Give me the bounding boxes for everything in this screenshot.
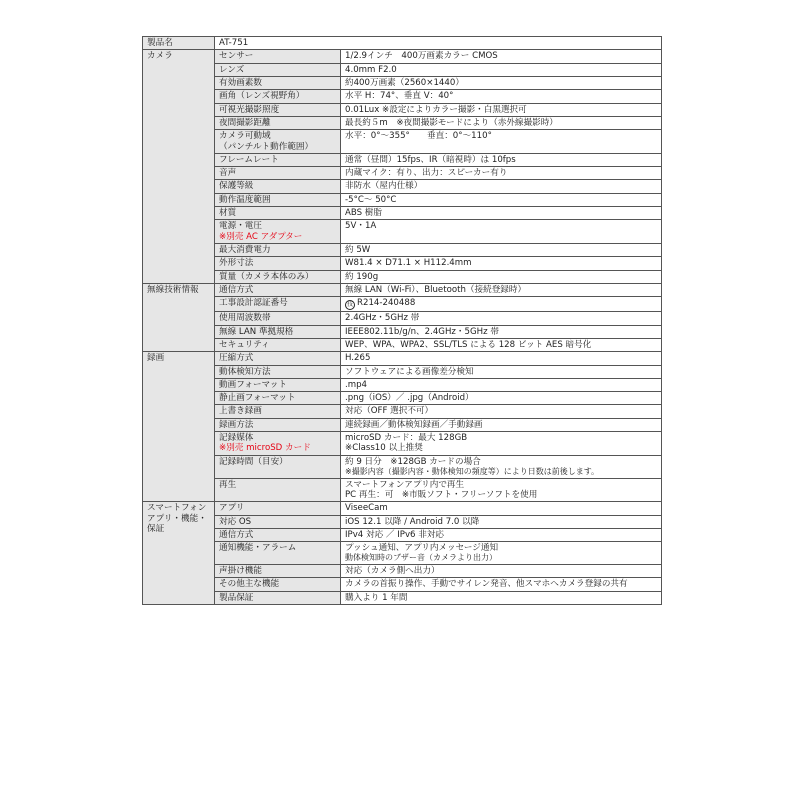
spec-value-text: -5°C～ 50°C [345,194,397,205]
spec-label: 動体検知方法 [219,366,271,377]
spec-value-cell [341,220,662,244]
spec-label: 動作温度範囲 [219,194,271,205]
spec-value-text: 約400万画素（2560×1440） [345,77,464,88]
spec-label: 保護等級 [219,181,254,192]
spec-label-cell [215,352,341,365]
table-row [143,352,662,365]
spec-value-cell [341,591,662,604]
spec-value-text: IEEE802.11b/g/n、2.4GHz・5GHz 帯 [345,326,499,337]
spec-label-cell [215,502,341,515]
spec-value [345,380,657,390]
spec-value [345,553,657,563]
spec-value-text: .mp4 [345,379,368,390]
spec-label-cell [215,455,341,478]
spec-value-text: 約 9 日分 ※128GB カードの場合 [345,456,481,467]
spec-label: 対応 OS [219,516,252,527]
spec-value-cell [341,50,662,63]
spec-value-cell [341,167,662,180]
spec-label: アプリ [219,503,245,514]
spec-label: 圧縮方式 [219,353,254,364]
spec-value [345,91,657,101]
table-row [143,455,662,478]
spec-value-text: プッシュ通知、アプリ内メッセージ通知 [345,543,499,554]
spec-label-cell [215,528,341,541]
spec-value [345,155,657,165]
spec-table [142,36,662,605]
section-category: カメラ [143,50,215,284]
spec-label-cell [215,591,341,604]
spec-label: 有効画素数 [219,77,262,88]
spec-value-text: 5V・1A [345,221,377,232]
spec-label: 使用周波数帯 [219,313,271,324]
table-row [143,502,662,515]
spec-value-text: 購入より 1 年間 [345,592,408,603]
spec-value [345,393,657,403]
spec-label: 音声 [219,168,237,179]
spec-value [345,51,657,61]
spec-value [345,327,657,337]
spec-label: 通信方式 [219,529,254,540]
spec-label-cell [215,565,341,578]
spec-value [345,593,657,603]
spec-value-text: ABS 樹脂 [345,208,382,219]
spec-value [345,353,657,363]
table-row [143,312,662,325]
spec-value-text: ※Class10 以上推奨 [345,443,423,454]
spec-value-text: ソフトウェアによる画像差分検知 [345,366,474,377]
spec-label: 無線 LAN 準拠規格 [219,326,294,337]
spec-value-text: W81.4 × D71.1 × H112.4mm [345,258,472,269]
spec-label: 製品保証 [219,592,254,603]
spec-value-cell [341,478,662,502]
spec-label: 画角（レンズ視野角） [219,91,305,102]
spec-value [345,406,657,416]
section-category: 無線技術情報 [143,283,215,351]
spec-label: 記録媒体 [219,433,254,444]
spec-label-cell [215,392,341,405]
spec-value-text: 対応（OFF 選択不可） [345,406,434,417]
spec-value-text: スマートフォンアプリ内で再生 [345,479,465,490]
spec-label: 夜間撮影距離 [219,117,271,128]
table-row [143,193,662,206]
spec-label-cell [215,207,341,220]
spec-value-cell [341,528,662,541]
spec-label-cell [215,116,341,129]
spec-value [345,221,657,231]
spec-value-text: カメラの首振り操作、手動でサイレン発音、他スマホへカメラ登録の共有 [345,579,628,590]
spec-value-cell [341,257,662,270]
spec-label-cell [215,418,341,431]
table-row [143,515,662,528]
spec-label-cell [215,365,341,378]
spec-label: 記録時間（目安） [219,456,288,467]
spec-value-cell [341,297,662,312]
spec-label-cell [215,76,341,89]
spec-value [345,285,657,295]
spec-label: 再生 [219,479,237,490]
spec-value-cell [341,207,662,220]
spec-label: 声掛け機能 [219,566,262,577]
spec-label: センサー [219,51,254,62]
spec-value [345,503,657,513]
spec-value-text: 約 5W [345,245,371,255]
spec-value-text: 水平 H：74°、垂直 V：40° [345,91,454,102]
spec-label-cell [215,338,341,351]
spec-label-sub: （パンチルト動作範囲） [219,141,314,152]
spec-value [345,181,657,191]
spec-value-text: 動体検知時のブザー音（カメラより出力） [345,553,497,563]
spec-label: 質量（カメラ本体のみ） [219,271,314,282]
spec-label: セキュリティ [219,339,270,350]
table-row [143,405,662,418]
table-row [143,153,662,166]
spec-label: 電源・電圧 [219,221,262,232]
table-row [143,432,662,456]
spec-value-cell [341,352,662,365]
spec-label: 最大消費電力 [219,245,271,255]
spec-value [345,272,657,282]
spec-value-cell [341,153,662,166]
spec-label: レンズ [219,64,245,75]
spec-label-cell [215,405,341,418]
table-row [143,338,662,351]
spec-label-cell [215,297,341,312]
spec-label: フレームレート [219,154,279,165]
spec-value [345,566,657,576]
spec-label-cell [215,244,341,257]
spec-value [345,168,657,178]
spec-value-cell [341,270,662,283]
spec-label: 通知機能・アラーム [219,543,297,554]
table-row [143,325,662,338]
spec-label-cell [215,283,341,296]
table-row [143,207,662,220]
spec-label: 静止画フォーマット [219,393,296,404]
spec-value-cell [341,193,662,206]
table-row [143,116,662,129]
spec-value-cell [341,325,662,338]
spec-value [345,105,657,115]
spec-label: カメラ可動域 [219,131,271,142]
table-row [143,180,662,193]
spec-label-cell [215,220,341,244]
table-row [143,220,662,244]
spec-value-cell [341,76,662,89]
spec-label: 上書き録画 [219,406,262,417]
spec-value [345,490,657,500]
table-row [143,378,662,391]
spec-value-text: 4.0mm F2.0 [345,64,397,75]
spec-value-cell [341,578,662,591]
spec-value-cell [341,392,662,405]
spec-value-text: 最長約５m ※夜間撮影モードにより（赤外線撮影時） [345,117,558,128]
spec-label-cell [215,542,341,565]
model-label: 製品名 [143,37,215,50]
spec-value-text: 通常（昼間）15fps、IR（暗視時）は 10fps [345,154,516,165]
table-row [143,578,662,591]
spec-value-cell [341,455,662,478]
table-row [143,257,662,270]
table-row [143,37,662,50]
spec-value-text: PC 再生：可 ※市販ソフト・フリーソフトを使用 [345,489,538,500]
spec-value-text: R214-240488 [357,298,416,309]
spec-value [345,313,657,323]
spec-label-note: ※別売 microSD カード [219,443,311,454]
spec-value [345,543,657,553]
spec-value-text: 約 190g [345,271,379,282]
spec-label-cell [215,130,341,154]
spec-label-cell [215,515,341,528]
spec-value-cell [341,283,662,296]
spec-value [345,298,657,310]
spec-label-cell [215,378,341,391]
spec-label: 動画フォーマット [219,379,287,390]
spec-value-text: 0.01Lux ※設定によりカラー撮影・白黒選択可 [345,104,527,115]
spec-value-cell [341,103,662,116]
spec-value-cell [341,90,662,103]
spec-value [345,258,657,268]
spec-value-text: iOS 12.1 以降 / Android 7.0 以降 [345,516,480,527]
spec-value [345,443,657,453]
spec-value-text: 無線 LAN（Wi-Fi）、Bluetooth（接続登録時） [345,284,527,295]
spec-value [345,433,657,443]
spec-value-cell [341,565,662,578]
spec-label-cell [215,578,341,591]
spec-value-text: 非防水（屋内仕様） [345,181,423,192]
spec-value-text: H.265 [345,353,371,364]
table-row [143,76,662,89]
spec-value-cell [341,542,662,565]
table-row [143,297,662,312]
spec-value-cell [341,130,662,154]
table-row [143,528,662,541]
spec-value-text: WEP、WPA、WPA2、SSL/TLS による 128 ビット AES 暗号化 [345,339,592,350]
spec-label: 通信方式 [219,284,254,295]
giteki-mark-icon: 技 [346,301,353,309]
table-row [143,478,662,502]
spec-label: 材質 [219,208,237,219]
spec-value-text: ViseeCam [345,503,388,514]
spec-value [345,420,657,430]
spec-value-text: .png（iOS）／ .jpg（Android） [345,393,474,404]
spec-value-cell [341,365,662,378]
spec-value-text: 対応（カメラ側へ出力） [345,566,440,577]
spec-value-text: ※撮影内容（撮影内容・動体検知の頻度等）により日数は前後します。 [345,467,600,476]
table-row [143,50,662,63]
spec-value-cell [341,338,662,351]
table-row [143,63,662,76]
spec-label-cell [215,103,341,116]
model-value: AT-751 [215,37,662,50]
spec-label-cell [215,50,341,63]
spec-value-cell [341,378,662,391]
spec-value [345,118,657,128]
spec-label-cell [215,257,341,270]
spec-label-cell [215,180,341,193]
spec-value [345,467,657,477]
spec-label: その他主な機能 [219,579,280,590]
table-row [143,283,662,296]
spec-value [345,579,657,589]
spec-value-text: 内蔵マイク：有り、出力：スピーカー有り [345,168,508,179]
spec-value-cell [341,502,662,515]
spec-value [345,208,657,218]
spec-label-cell [215,90,341,103]
spec-label-cell [215,193,341,206]
spec-value-cell [341,312,662,325]
spec-label-cell [215,167,341,180]
spec-value [345,245,657,255]
spec-value [345,65,657,75]
spec-value-cell [341,432,662,456]
spec-value [345,530,657,540]
spec-value [345,340,657,350]
spec-value-text: 1/2.9インチ 400万画素カラー CMOS [345,51,498,62]
spec-value-text: microSD カード：最大 128GB [345,433,468,444]
spec-label-note: ※別売 AC アダプター [219,231,303,242]
spec-value-cell [341,116,662,129]
spec-value-cell [341,405,662,418]
spec-value [345,457,657,467]
spec-value-cell [341,418,662,431]
table-row [143,591,662,604]
spec-value-cell [341,515,662,528]
table-row [143,130,662,154]
table-row [143,565,662,578]
spec-value-cell [341,244,662,257]
table-row [143,270,662,283]
spec-value [345,480,657,490]
table-row [143,418,662,431]
table-row [143,103,662,116]
spec-label: 可視光撮影照度 [219,104,280,115]
spec-label-cell [215,478,341,502]
spec-value [345,78,657,88]
spec-label: 外形寸法 [219,258,254,269]
spec-value [345,367,657,377]
spec-value [345,517,657,527]
spec-value-text: 連続録画／動体検知録画／手動録画 [345,419,483,430]
spec-value-text: IPv4 対応 ／ IPv6 非対応 [345,529,445,540]
spec-value-text: 2.4GHz・5GHz 帯 [345,313,420,324]
spec-label: 録画方法 [219,419,254,430]
spec-label-cell [215,432,341,456]
spec-label-cell [215,153,341,166]
spec-label: 工事設計認証番号 [219,298,288,309]
spec-value-cell [341,180,662,193]
spec-value-cell [341,63,662,76]
spec-label-cell [215,312,341,325]
table-row [143,365,662,378]
table-row [143,90,662,103]
table-row [143,244,662,257]
spec-value [345,195,657,205]
table-row [143,392,662,405]
section-category: スマートフォン アプリ・機能・保証 [143,502,215,605]
spec-value-text: 水平：0°～355° 垂直：0°～110° [345,131,492,142]
table-row [143,542,662,565]
spec-value [345,131,657,141]
spec-label-cell [215,270,341,283]
spec-table-body [143,37,662,605]
table-row [143,167,662,180]
spec-label-cell [215,325,341,338]
spec-label-cell [215,63,341,76]
section-category: 録画 [143,352,215,502]
